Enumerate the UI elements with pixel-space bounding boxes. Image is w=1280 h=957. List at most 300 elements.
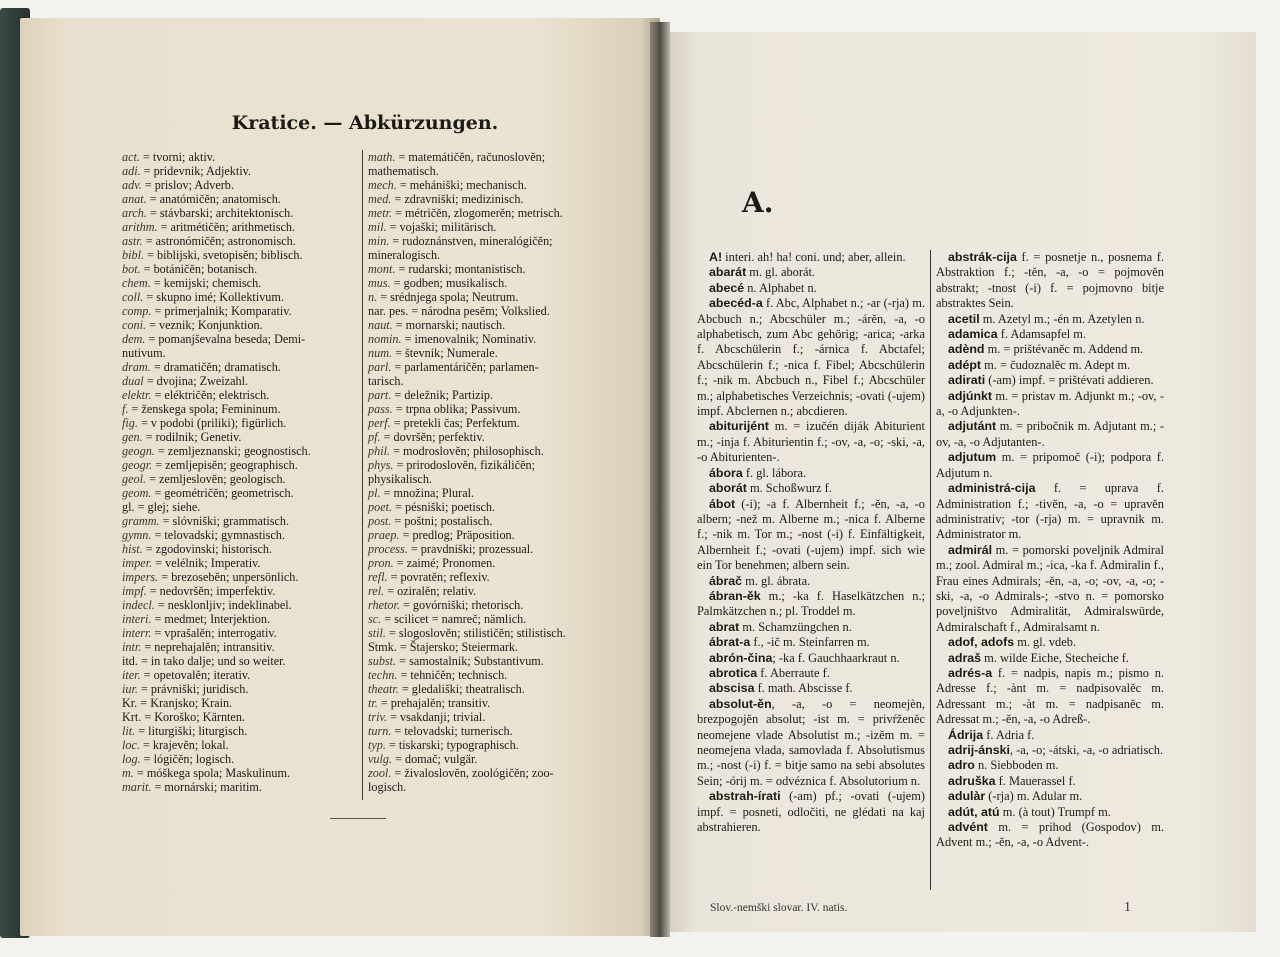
- abbreviation-definition: = medmet; Interjektion.: [151, 612, 271, 626]
- abbreviation-entry: [368, 598, 604, 612]
- abbreviation-definition: = pésniški; poetisch.: [392, 500, 496, 514]
- abbreviation-definition: = skupno imé; Kollektivum.: [143, 290, 284, 304]
- abbreviation: typ.: [368, 738, 386, 752]
- abbreviation-definition: = dramatičěn; dramatisch.: [150, 360, 281, 374]
- entry-body: f. Adamsapfel m.: [997, 327, 1087, 342]
- abbreviation-definition: = aritmétičěn; arithmetisch.: [157, 220, 296, 234]
- dictionary-entry: [936, 666, 1164, 728]
- abbreviation-entry: [122, 724, 358, 738]
- abbreviation-entry: [122, 234, 358, 248]
- abbreviation-definition: = pravdniški; prozessual.: [407, 542, 534, 556]
- abbreviation-definition: = trpna oblika; Passivum.: [392, 402, 521, 416]
- abbreviation: gramm.: [122, 514, 160, 528]
- abbreviation-entry: [122, 374, 358, 388]
- abbreviation: comp.: [122, 304, 152, 318]
- abbreviation: math.: [368, 150, 396, 164]
- abbreviation-definition: = matemátičěn, računoslověn;: [395, 150, 546, 164]
- abbreviation-entry: [368, 150, 604, 164]
- abbreviation-entry: [368, 192, 604, 206]
- abbreviation-definition: = v podobi (priliki); figürlich.: [137, 416, 287, 430]
- dictionary-entry: [697, 296, 925, 419]
- headword: adof, adofs: [948, 635, 1015, 650]
- headword: ábot: [709, 496, 736, 511]
- abbreviation-entry: [122, 570, 358, 584]
- abbreviation: tr.: [368, 696, 378, 710]
- abbreviation-definition: = oziralěn; relativ.: [384, 584, 477, 598]
- dictionary-entry: [936, 635, 1164, 650]
- abbreviation: elektr.: [122, 388, 152, 402]
- abbreviation-entry: [368, 444, 604, 458]
- abbreviation-definition: = právniški; juridisch.: [137, 682, 249, 696]
- abbreviation-entry: [122, 640, 358, 654]
- entry-body: f. = posnetje n., posnema f. Abstraktion f.; -těn, -a, -o = pojmověn abstrakt; -tnost (-i) f. = pojmovno bitje abstraktes Sein.: [936, 250, 1164, 311]
- dictionary-entry: [936, 450, 1164, 481]
- abbreviation: triv.: [368, 710, 388, 724]
- abbreviation-entry: [368, 766, 604, 780]
- abbreviation: med.: [368, 192, 392, 206]
- abbreviation-entry: [122, 248, 358, 262]
- abbreviation: act.: [122, 150, 140, 164]
- abbreviation-definition: mathematisch.: [368, 164, 439, 178]
- abbreviation-entry: [368, 318, 604, 332]
- dictionary-entry: [697, 466, 925, 481]
- entry-body: (-rja) m. Adular m.: [985, 789, 1083, 804]
- abbreviation: gymn.: [122, 528, 152, 542]
- abbreviation-definition: = brezoseběn; unpersönlich.: [158, 570, 299, 584]
- abbreviation-definition: = rodilnik; Genetiv.: [142, 430, 242, 444]
- abbreviation-entry: [368, 724, 604, 738]
- abbreviation: process.: [368, 542, 408, 556]
- entry-body: f. Abc, Alphabet n.; -ar (-rja) m. Abcbuch n.; Abcschüler m.; -árěn, -a, -o alphabetisch, zum Abc gehörig; -arica; -arka f. Abcschülerin f.; -árnica f. Abctafel; Abcschülerin f.; -nica f. Fibel; Abcschülerin f.; -nik m. Abcbuch n., Fibel f.; Abcschüler m.; alphabetisches Verzeichnis; -ovati (-ujem) impf. Abclernen n.; abcdieren.: [697, 296, 925, 419]
- entry-body: f., -ič m. Steinfarren m.: [750, 635, 870, 650]
- abbreviation-entry: [368, 178, 604, 192]
- abbreviation-entry: [122, 514, 358, 528]
- abbreviation-entry: [122, 416, 358, 430]
- abbreviation-entry: [122, 388, 358, 402]
- entry-body: m. = izučén diják Abiturient m.; -inja f. Abiturientin f.; -ov, -a, -o; -ski, -a, -o Abiturienten-.: [697, 419, 925, 465]
- abbreviation-entry: [122, 738, 358, 752]
- dictionary-entry: [697, 265, 925, 280]
- abbreviation-entry: [368, 612, 604, 626]
- abbreviation: dem.: [122, 332, 146, 346]
- abbreviation-entry: [368, 626, 604, 640]
- headword: ábrat-a: [709, 635, 751, 650]
- entry-body: interi. ah! ha! coni. und; aber, allein.: [722, 250, 906, 264]
- abbreviation: theatr.: [368, 682, 399, 696]
- abbreviation-definition: = nesklonljiv; indeklinabel.: [154, 598, 292, 612]
- abbreviation: mont.: [368, 262, 396, 276]
- abbreviation-definition: = astronómičěn; astronomisch.: [142, 234, 296, 248]
- abbreviation-definition: = samostalnik; Substantivum.: [396, 654, 544, 668]
- abbreviation: intr.: [122, 640, 142, 654]
- dictionary-entry: [936, 758, 1164, 773]
- abbreviation: refl.: [368, 570, 388, 584]
- headword: adruška: [948, 773, 996, 788]
- abbreviation: f.: [122, 402, 129, 416]
- dictionary-entry: [936, 373, 1164, 388]
- entry-body: (-am) pf.; -ovati (-ujem) impf. = posneti, odločiti, ne glédati na kaj abstrahieren.: [697, 789, 925, 835]
- abbreviation-definition: = telovadski; turnerisch.: [391, 724, 513, 738]
- abbreviation-definition: nar. pes. = národna pesěm; Volkslied.: [368, 304, 550, 318]
- entry-body: m. = prištévaněc m. Addend m.: [984, 342, 1144, 357]
- abbreviation: geogr.: [122, 458, 153, 472]
- abbreviation: turn.: [368, 724, 392, 738]
- abbreviation: adi.: [122, 164, 141, 178]
- column-divider: [930, 250, 931, 890]
- abbreviation: interr.: [122, 626, 152, 640]
- abbreviation-entry: [368, 696, 604, 710]
- abbreviation: perf.: [368, 416, 391, 430]
- entry-body: ; -ka f. Gauchhaarkraut n.: [772, 650, 900, 665]
- abbreviation-entry: [122, 458, 358, 472]
- abbreviation: loc.: [122, 738, 140, 752]
- abbreviation-definition: = neprehajalěn; intransitiv.: [141, 640, 275, 654]
- abbreviation-entry: [122, 696, 358, 710]
- abbreviation: mil.: [368, 220, 387, 234]
- abbreviation-entry: [122, 178, 358, 192]
- abbreviation-entry: [368, 374, 604, 388]
- abbreviation-definition: gl. = glej; siehe.: [122, 500, 201, 514]
- dictionary-entry: [936, 342, 1164, 357]
- abbreviation-entry: [122, 612, 358, 626]
- abbreviation: astr.: [122, 234, 143, 248]
- page-title: Kratice. — Abkürzungen.: [231, 112, 499, 134]
- abbreviation: arithm.: [122, 220, 158, 234]
- headword: abecéd-a: [709, 296, 763, 311]
- dictionary-entry: [697, 497, 925, 574]
- abbreviation-entry: [368, 710, 604, 724]
- abbreviation-entry: [368, 206, 604, 220]
- entry-body: f. math. Abscisse f.: [754, 681, 853, 696]
- abbreviation-entry: [122, 752, 358, 766]
- abbreviation-entry: [368, 290, 604, 304]
- headword: ábora: [709, 465, 743, 480]
- abbreviation-definition: = števnik; Numerale.: [392, 346, 498, 360]
- abbreviation-definition: = predlog; Präposition.: [399, 528, 515, 542]
- abbreviation-entry: [122, 598, 358, 612]
- dictionary-entry: [936, 774, 1164, 789]
- abbreviation: zool.: [368, 766, 392, 780]
- abbreviation: anat.: [122, 192, 147, 206]
- entry-body: m. gl. ábrata.: [742, 573, 811, 588]
- entry-body: f. = nadpis, napis m.; pismo n. Adresse f.; -ànt m. = nadpisovalěc m. Adressant m.; -àt m. = nadpisaněc m. Adressat m.; -ěn, -a, -o Adreß-.: [936, 665, 1164, 727]
- abbreviation-definition: = telovadski; gymnastisch.: [151, 528, 285, 542]
- headword: adamica: [948, 327, 998, 342]
- abbreviation-definition: = ženskega spola; Femininum.: [128, 402, 281, 416]
- abbreviation: interi.: [122, 612, 152, 626]
- entry-body: n. Alphabet n.: [744, 280, 817, 295]
- headword: absolut-ěn: [709, 696, 772, 711]
- headword: admirál: [948, 542, 993, 557]
- abbreviation: bot.: [122, 262, 141, 276]
- abbreviation: hist.: [122, 542, 143, 556]
- abbreviation-definition: = mornarski; nautisch.: [392, 318, 506, 332]
- abbreviation-definition: tarisch.: [368, 374, 404, 388]
- abbreviation: arch.: [122, 206, 147, 220]
- abbreviation-definition: = mehániški; mechanisch.: [396, 178, 527, 192]
- entry-body: m. = pomorski poveljnik Admiral m.; zool. Admiral m.; -ica, -ka f. Admiralin f., Frau eines Admirals; -ěn, -a, -o; -ov, -a, -o; -ski, -a, -o Admirals-; -stvo n. = pomorsko poveljništvo Admiralität, Admiralswürde, Admiralschaft f., Admiralsamt n.: [936, 542, 1164, 634]
- dictionary-entry: [697, 697, 925, 789]
- abbreviation-definition: = rudarski; montanistisch.: [395, 262, 526, 276]
- headword: ábrač: [709, 573, 743, 588]
- abbreviation-entry: [368, 738, 604, 752]
- abbreviation-entry: [122, 556, 358, 570]
- dictionary-entry: [697, 651, 925, 666]
- abbreviation: vulg.: [368, 752, 393, 766]
- abbreviations-column-1: [122, 150, 358, 794]
- abbreviation-definition: = krajevěn; lokal.: [139, 738, 229, 752]
- abbreviation-entry: [368, 780, 604, 794]
- abbreviation-entry: [122, 682, 358, 696]
- dictionary-entry: [936, 651, 1164, 666]
- abbreviation-entry: [122, 402, 358, 416]
- abbreviation: post.: [368, 514, 392, 528]
- abbreviation-definition: = eléktričěn; elektrisch.: [151, 388, 270, 402]
- abbreviation-entry: [122, 304, 358, 318]
- abbreviation: rhetor.: [368, 598, 400, 612]
- dictionary-entry: [936, 805, 1164, 820]
- abbreviation-entry: [368, 682, 604, 696]
- entry-body: f. = uprava f. Administration f.; -tivěn, -a, -o = upravěn administrativ; -tor (-rja) m. = upravnik m. Administrator m.: [936, 481, 1164, 542]
- headword: adrij-ánski: [948, 743, 1010, 757]
- abbreviation-definition: Kr. = Kranjsko; Krain.: [122, 696, 233, 710]
- dictionary-entry: [936, 789, 1164, 804]
- abbreviation-entry: [368, 668, 604, 682]
- abbreviation-definition: = gledališki; theatralisch.: [398, 682, 525, 696]
- footer-edition: Slov.-nemški slovar. IV. natis.: [710, 902, 848, 914]
- abbreviation-entry: [368, 472, 604, 486]
- abbreviation: pf.: [368, 430, 381, 444]
- abbreviation-definition: = deležnik; Partizip.: [391, 388, 494, 402]
- abbreviation-entry: [368, 584, 604, 598]
- abbreviation: mus.: [368, 276, 391, 290]
- abbreviation-entry: [122, 318, 358, 332]
- headword: adjutum: [948, 450, 997, 465]
- abbreviation-definition: = tiskarski; typographisch.: [385, 738, 519, 752]
- abbreviation-definition: Krt. = Koroško; Kärnten.: [122, 710, 245, 724]
- abbreviation-definition: = primerjalnik; Komparativ.: [151, 304, 292, 318]
- abbreviation-entry: [368, 220, 604, 234]
- headword: advént: [948, 820, 988, 835]
- entry-body: m. Schoßwurz f.: [746, 481, 832, 496]
- column-divider: [362, 150, 363, 800]
- entry-body: m. (à tout) Trumpf m.: [999, 804, 1111, 819]
- abbreviation-entry: [122, 150, 358, 164]
- headword: adépt: [948, 357, 982, 372]
- abbreviation-definition: = vojaški; militärisch.: [386, 220, 497, 234]
- abbreviation-entry: [122, 220, 358, 234]
- abbreviation-entry: [368, 570, 604, 584]
- abbreviation-definition: = prislov; Adverb.: [141, 178, 234, 192]
- abbreviation: impf.: [122, 584, 147, 598]
- abbreviation-definition: = zdravniški; medizinisch.: [391, 192, 524, 206]
- entry-body: m. = pribočnik m. Adjutant m.; -ov, -a, -o Adjutanten-.: [936, 419, 1164, 449]
- abbreviation-entry: [368, 332, 604, 346]
- dictionary-entry: [697, 281, 925, 296]
- abbreviation: chem.: [122, 276, 151, 290]
- dictionary-entry: [936, 820, 1164, 851]
- abbreviation-entry: [122, 164, 358, 178]
- entry-body: m. gl. vdeb.: [1014, 635, 1077, 650]
- abbreviation: subst.: [368, 654, 397, 668]
- abbreviation-entry: [122, 500, 358, 514]
- abbreviation-definition: = govórniški; rhetorisch.: [399, 598, 524, 612]
- abbreviation-definition: = živaloslověn, zoológičěn; zoo-: [391, 766, 554, 780]
- abbreviation-entry: [122, 668, 358, 682]
- abbreviation-definition: logisch.: [368, 780, 407, 794]
- entry-body: , -a, -o = neomejèn, brezpogojěn absolut; -ist m. = privŕženěc neomejene vlade Absolutist m.; -izěm m. = neomejena vlada, samovlada f. Absolutismus m.; -nost (-i) f. = bitje samo na sebi absolutes Sein; -órij m. = odvéznica f. Absolutorium n.: [697, 696, 925, 788]
- end-rule: [330, 818, 386, 819]
- abbreviation: imper.: [122, 556, 153, 570]
- dictionary-entry: [697, 589, 925, 620]
- abbreviation-entry: [122, 766, 358, 780]
- dictionary-entry: [936, 250, 1164, 312]
- abbreviation-definition: = imenovalnik; Nominativ.: [401, 332, 537, 346]
- abbreviation-entry: [122, 206, 358, 220]
- abbreviation-entry: [122, 276, 358, 290]
- abbreviation-definition: = zgodovinski; historisch.: [142, 542, 273, 556]
- abbreviation-definition: mineralogisch.: [368, 248, 441, 262]
- abbreviation: naut.: [368, 318, 393, 332]
- entry-body: f. Aberraute f.: [757, 665, 830, 680]
- abbreviation-entry: [368, 458, 604, 472]
- headword: adút, atú: [948, 804, 1000, 819]
- headword: adro: [948, 758, 975, 773]
- headword: ábran-ěk: [709, 588, 761, 603]
- abbreviation-entry: [368, 542, 604, 556]
- abbreviation-entry: [122, 542, 358, 556]
- abbreviation-definition: = biblijski, svetopisěn; biblisch.: [144, 248, 303, 262]
- abbreviation: num.: [368, 346, 393, 360]
- abbreviation-definition: = dovršěn; perfektiv.: [380, 430, 485, 444]
- abbreviation-entry: [368, 640, 604, 654]
- dictionary-entry: [936, 481, 1164, 543]
- abbreviation: metr.: [368, 206, 393, 220]
- dictionary-entry: [697, 620, 925, 635]
- abbreviation-entry: [368, 752, 604, 766]
- dictionary-entry: [936, 389, 1164, 420]
- abbreviation-entry: [368, 388, 604, 402]
- abbreviation: mech.: [368, 178, 397, 192]
- headword: adènd: [948, 342, 985, 357]
- headword: abscisa: [709, 681, 755, 696]
- section-letter: A.: [742, 186, 774, 219]
- abbreviation-entry: [368, 430, 604, 444]
- headword: adraš: [948, 650, 982, 665]
- abbreviation-entry: [368, 500, 604, 514]
- abbreviation-definition: nutivum.: [122, 346, 166, 360]
- abbreviation-definition: = lógičěn; logisch.: [140, 752, 235, 766]
- entry-body: m. Azetyl m.; -én m. Azetylen n.: [979, 311, 1145, 326]
- entry-body: m. = pristav m. Adjunkt m.; -ov, -a, -o Adjunkten-.: [936, 388, 1164, 419]
- dictionary-entry: [936, 358, 1164, 373]
- abbreviation: part.: [368, 388, 392, 402]
- abbreviation: m.: [122, 766, 134, 780]
- abbreviation: parl.: [368, 360, 392, 374]
- entry-body: m. = pripomoč (-i); podpora f. Adjutum n.: [936, 450, 1164, 480]
- abbreviation: geom.: [122, 486, 152, 500]
- headword: Ádrija: [948, 727, 984, 742]
- abbreviation-entry: [122, 584, 358, 598]
- dictionary-entry: [697, 681, 925, 696]
- entry-body: m.; -ka f. Haselkätzchen n.; Palmkätzchen n.; pl. Troddel m.: [697, 588, 925, 619]
- dictionary-entry: [697, 635, 925, 650]
- headword: acetil: [948, 311, 980, 326]
- abbreviation-definition: = modroslověn; philosophisch.: [390, 444, 544, 458]
- abbreviation-definition: = zaimé; Pronomen.: [393, 556, 496, 570]
- entry-body: (-i); -a f. Albernheit f.; -ěn, -a, -o albern; -než m. Alberne m.; -nica f. Alberne f.; -nik m. Tor m.; -nost (-i) f. Einfältigkeit, Albernheit f.; -ovati (-ujem) impf. sich wie ein Tor benehmen; albern sein.: [697, 496, 925, 573]
- dictionary-entry: [697, 666, 925, 681]
- abbreviation-entry: [368, 164, 604, 178]
- abbreviation-definition: = množina; Plural.: [380, 486, 475, 500]
- abbreviation-definition: = domač; vulgär.: [392, 752, 478, 766]
- abbreviation-entry: [368, 304, 604, 318]
- abbreviation-entry: [122, 472, 358, 486]
- abbreviation-entry: [368, 360, 604, 374]
- abbreviation: poet.: [368, 500, 393, 514]
- entry-body: f. Mauerassel f.: [995, 773, 1076, 788]
- abbreviation: adv.: [122, 178, 142, 192]
- headword: adjutánt: [948, 419, 997, 434]
- abbreviation: lit.: [122, 724, 136, 738]
- headword: abecé: [709, 280, 745, 295]
- abbreviation-definition: = geométričěn; geometrisch.: [151, 486, 294, 500]
- abbreviation: log.: [122, 752, 141, 766]
- abbreviation: dram.: [122, 360, 151, 374]
- abbreviation-entry: [122, 486, 358, 500]
- dictionary-entry: [697, 574, 925, 589]
- abbreviation: pl.: [368, 486, 381, 500]
- headword: abstrák-cija: [948, 250, 1017, 264]
- abbreviation: pass.: [368, 402, 393, 416]
- abbreviation: geol.: [122, 472, 147, 486]
- abbreviation-definition: physikalisch.: [368, 472, 432, 486]
- dictionary-entry: [697, 481, 925, 496]
- dictionary-entry: [697, 250, 925, 265]
- abbreviation-entry: [368, 402, 604, 416]
- abbreviation: stil.: [368, 626, 386, 640]
- entry-body: m. gl. aborát.: [746, 265, 816, 280]
- entry-body: (-am) impf. = prištévati addieren.: [985, 373, 1154, 388]
- abbreviation: min.: [368, 234, 390, 248]
- abbreviation-definition: = botáničěn; botanisch.: [140, 262, 258, 276]
- headword: adulàr: [948, 789, 986, 804]
- abbreviation-definition: = vprašalěn; interrogativ.: [151, 626, 277, 640]
- abbreviation-definition: Stmk. = Štajersko; Steiermark.: [368, 640, 519, 654]
- abbreviation: gen.: [122, 430, 143, 444]
- abbreviation-entry: [368, 514, 604, 528]
- abbreviation-definition: = pridevnik; Adjektiv.: [140, 164, 251, 178]
- headword: abrat: [709, 619, 740, 634]
- headword: aborát: [709, 481, 747, 496]
- abbreviation-definition: = nedovršěn; imperfektiv.: [146, 584, 276, 598]
- abbreviation-definition: = zemljeslověn; geologisch.: [146, 472, 286, 486]
- abbreviation-definition: = anatómičěn; anatomisch.: [146, 192, 281, 206]
- abbreviation-definition: = pomanjševalna beseda; Demi-: [145, 332, 306, 346]
- abbreviation-entry: [368, 262, 604, 276]
- abbreviation-definition: = mornárski; maritim.: [151, 780, 262, 794]
- abbreviation-entry: [122, 528, 358, 542]
- dictionary-entry: [936, 728, 1164, 743]
- abbreviation-definition: = velélnik; Imperativ.: [152, 556, 261, 570]
- abbreviation-entry: [368, 234, 604, 248]
- dictionary-entry: [936, 327, 1164, 342]
- abbreviation: praep.: [368, 528, 400, 542]
- dictionary-entry: [936, 312, 1164, 327]
- abbreviation: pron.: [368, 556, 394, 570]
- abbreviation: geogn.: [122, 444, 155, 458]
- abbreviation-entry: [122, 192, 358, 206]
